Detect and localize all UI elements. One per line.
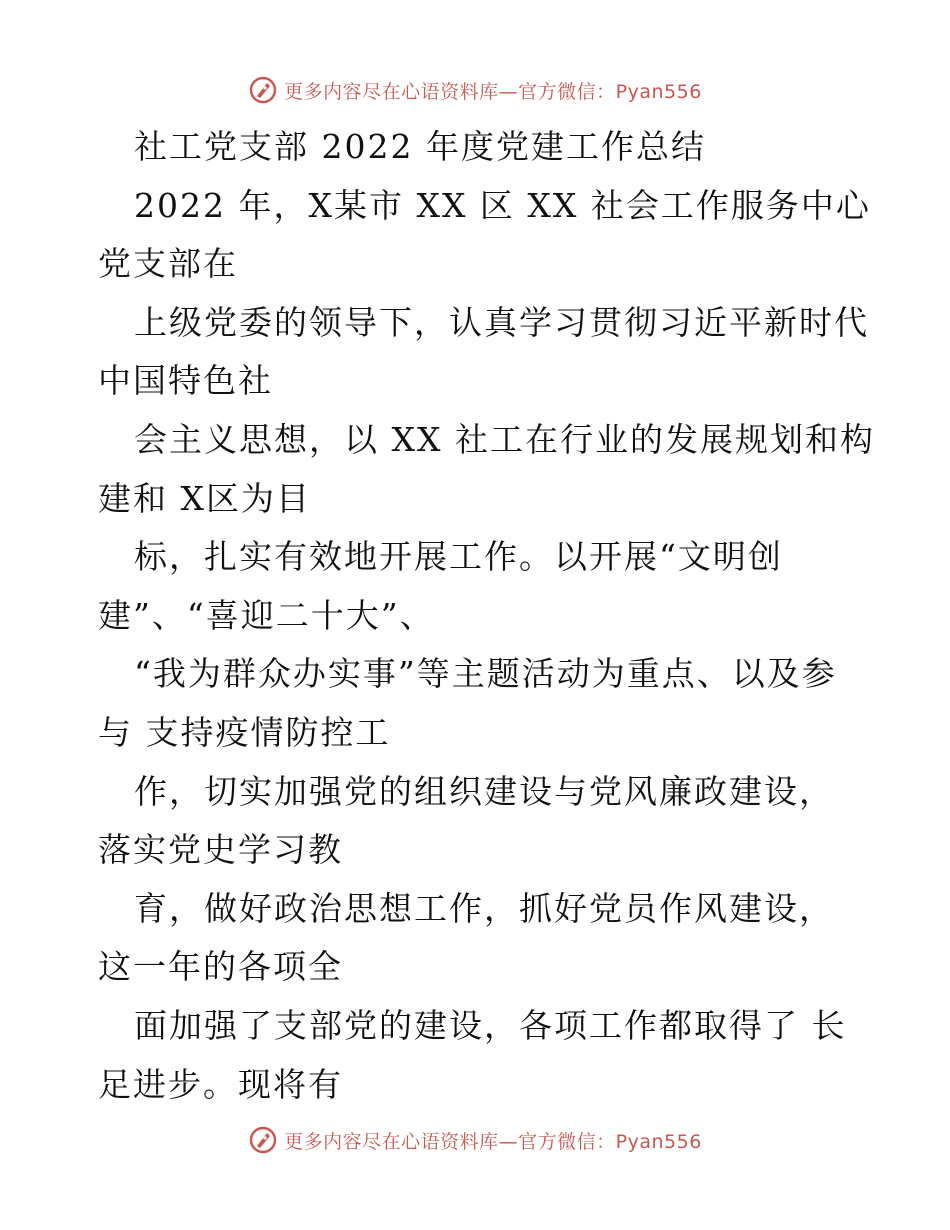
document-body	[98, 118, 898, 1114]
text-line: 上级党委的领导下，认真学习贯彻习近平新时代	[134, 302, 869, 342]
text-line: 面加强了支部党的建设，各项工作都取得了 长	[134, 1005, 847, 1045]
text-line: 这一年的各项全	[98, 947, 343, 987]
text-line: 建”、“喜迎二十大”、	[98, 595, 435, 635]
watermark-header	[0, 70, 950, 110]
watermark-footer	[0, 1120, 950, 1160]
text-line: 与 支持疫情防控工	[98, 712, 391, 752]
text-line: 中国特色社	[98, 361, 273, 401]
text-line: 育，做好政治思想工作，抓好党员作风建设，	[134, 888, 834, 928]
text-line: 作，切实加强党的组织建设与党风廉政建设，	[134, 771, 834, 811]
text-line: 足进步。现将有	[98, 1064, 343, 1104]
watermark-text: 更多内容尽在心语资料库—官方微信：Pyan556	[284, 80, 702, 103]
text-line: 建和 X区为目	[98, 478, 311, 518]
pen-nib-circle-icon	[248, 75, 278, 105]
text-line: “我为群众办实事”等主题活动为重点、以及参	[134, 654, 837, 694]
text-line: 2022 年，X某市 XX 区 XX 社会工作服务中心	[134, 185, 871, 225]
text-line: 党支部在	[98, 244, 238, 284]
watermark-text: 更多内容尽在心语资料库—官方微信：Pyan556	[284, 1130, 702, 1153]
pen-nib-circle-icon	[248, 1125, 278, 1155]
text-line: 标，扎实有效地开展工作。以开展“文明创	[134, 537, 783, 577]
text-line: 落实党史学习教	[98, 830, 343, 870]
document-title: 社工党支部 2022 年度党建工作总结	[134, 127, 706, 166]
text-line: 会主义思想，以 XX 社工在行业的发展规划和构	[134, 419, 875, 459]
